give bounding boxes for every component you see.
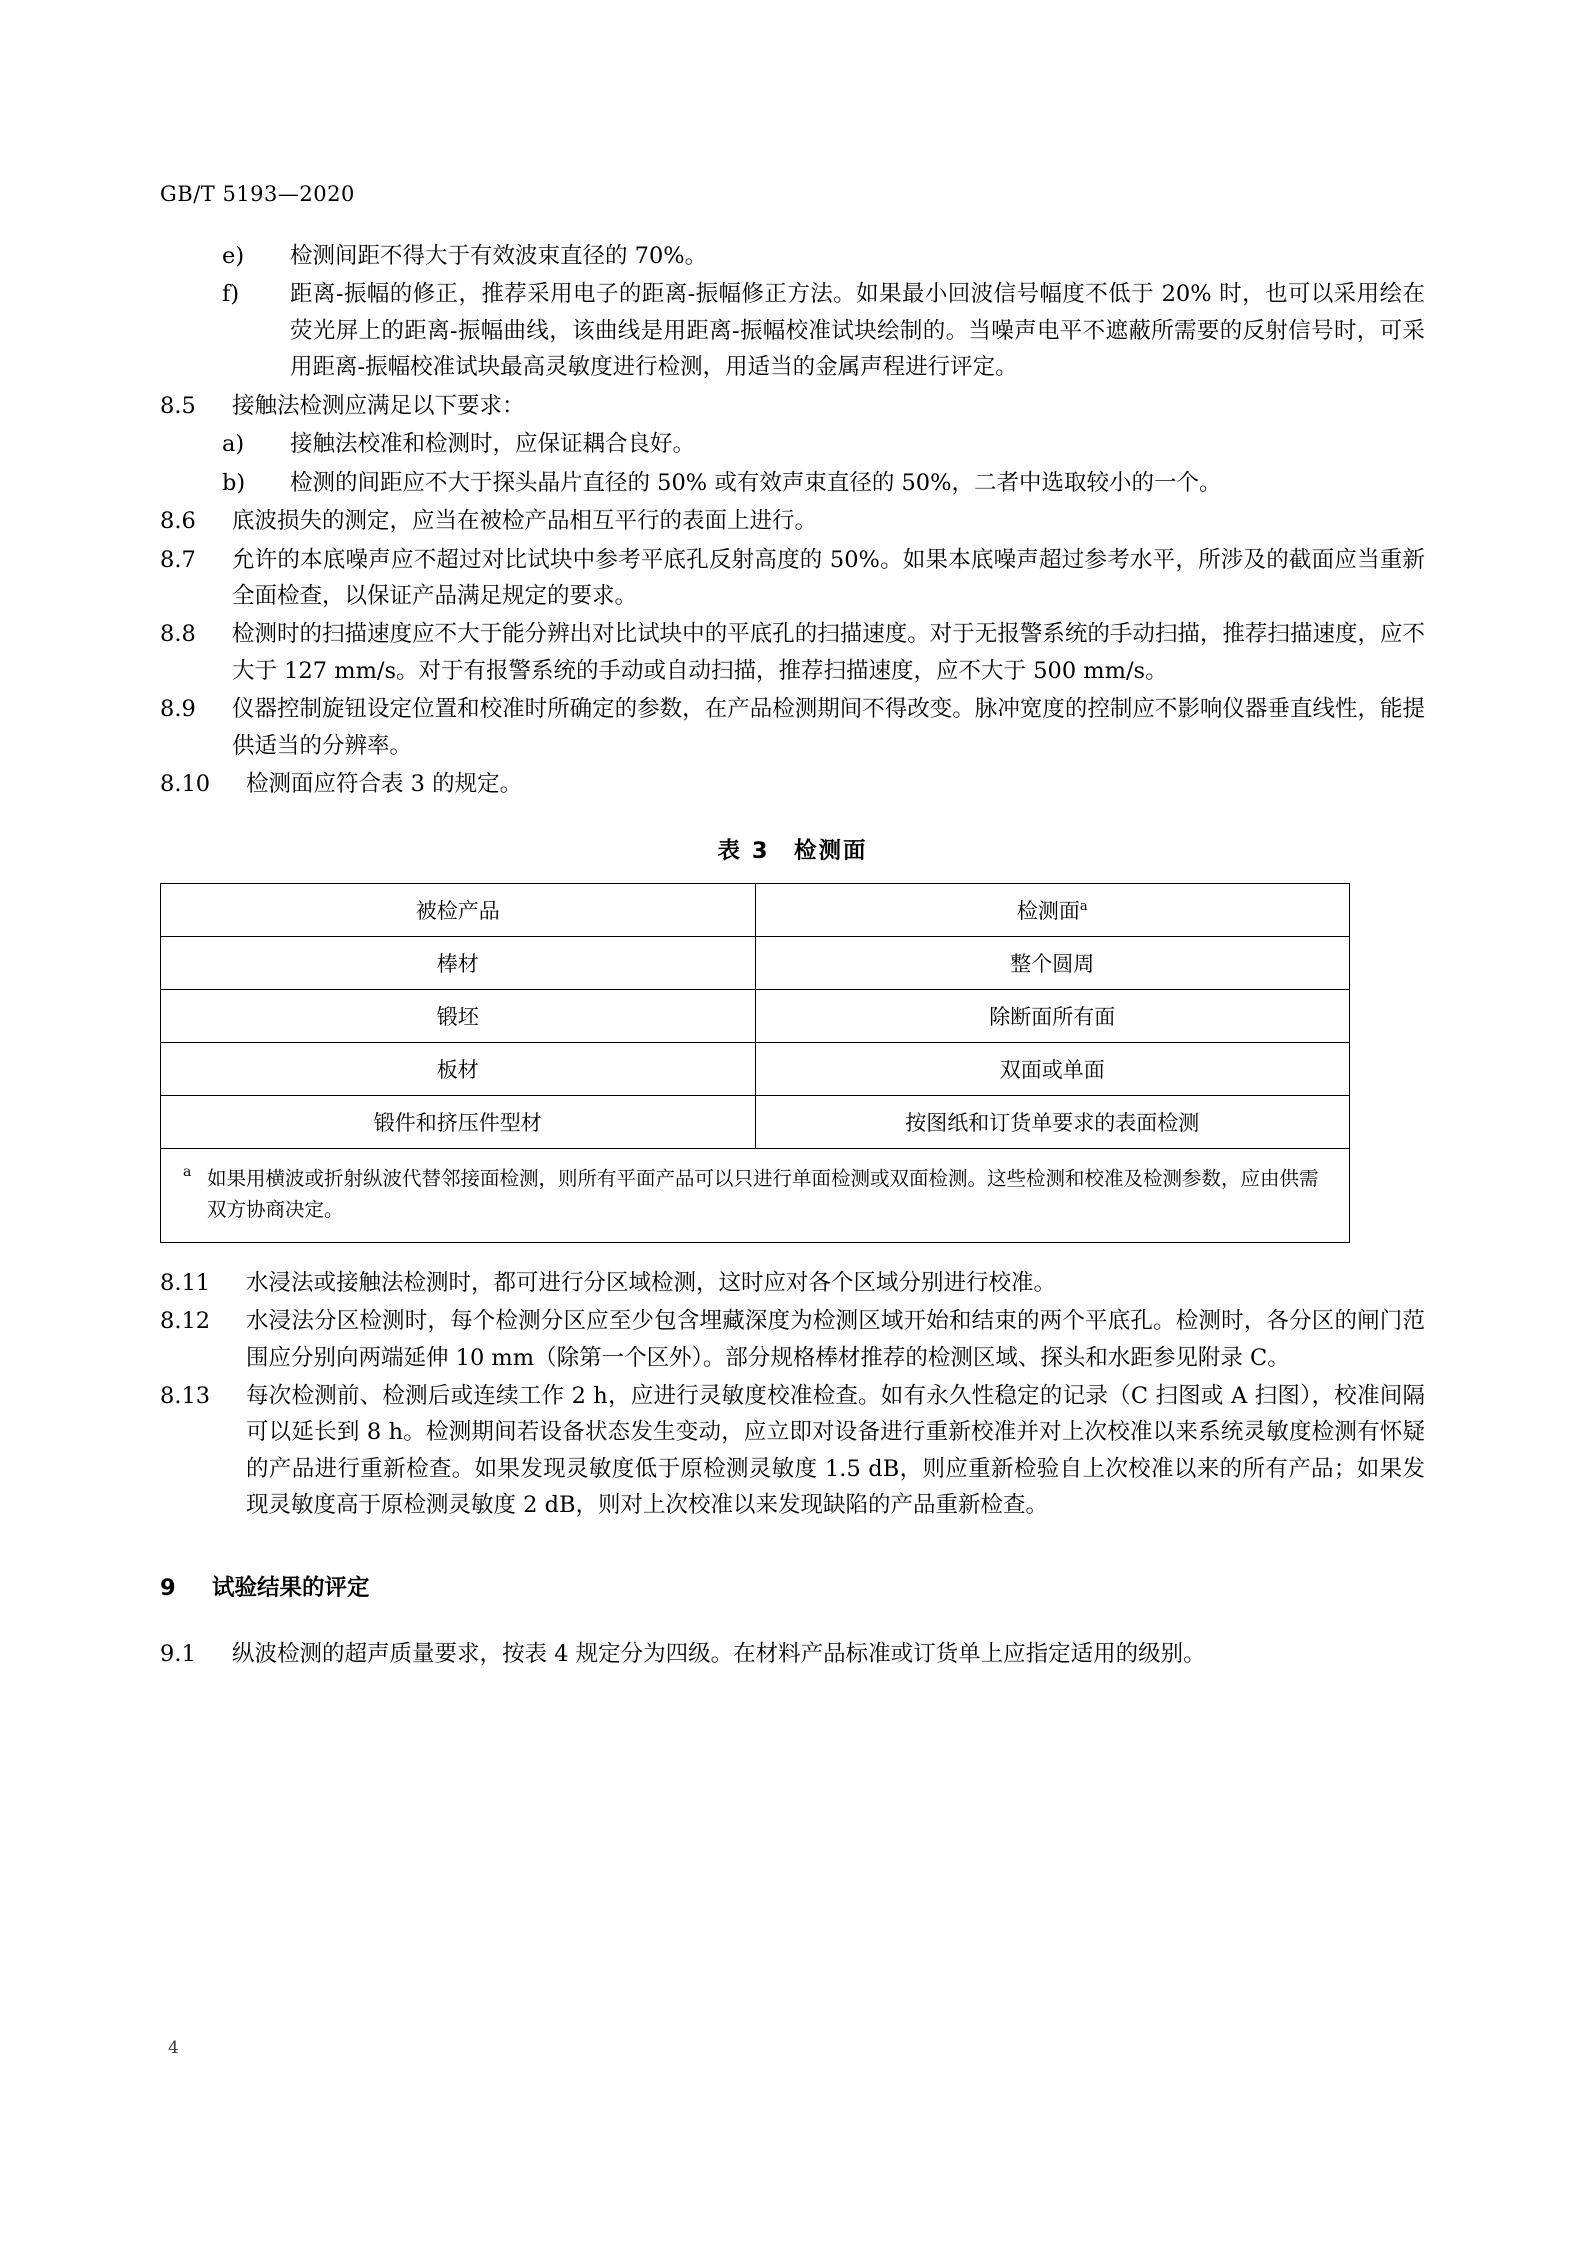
table-cell: 除断面所有面	[755, 989, 1350, 1042]
list-item-number: e)	[222, 243, 245, 269]
table-cell: 锻件和挤压件型材	[161, 1095, 756, 1148]
section-number: 9	[160, 1574, 176, 1601]
clause-number: 8.6	[160, 508, 196, 535]
clause-number: 8.9	[160, 696, 196, 723]
table-3-wrapper	[160, 883, 1425, 1243]
clause-text: 检测时的扫描速度应不大于能分辨出对比试块中的平底孔的扫描速度。对于无报警系统的手动扫描，推荐扫描速度，应不大于 127 mm/s。对于有报警系统的手动或自动扫描，推荐扫描速度，应不大于 500 mm/s。	[232, 621, 1425, 684]
table-row	[161, 989, 1350, 1042]
table-cell: 棒材	[161, 936, 756, 989]
table-header-cell: 被检产品	[161, 883, 756, 936]
table-footnote-text: 如果用横波或折射纵波代替邻接面检测，则所有平面产品可以只进行单面检测或双面检测。这些检测和校准及检测参数，应由供需双方协商决定。	[207, 1166, 1319, 1222]
list-item-text: 检测间距不得大于有效波束直径的 70%。	[290, 243, 708, 269]
list-item-number: f)	[222, 281, 240, 308]
clause-text: 水浸法或接触法检测时，都可进行分区域检测，这时应对各个区域分别进行校准。	[246, 1269, 1057, 1296]
clause-text: 接触法检测应满足以下要求：	[232, 392, 525, 419]
clause-text: 纵波检测的超声质量要求，按表 4 规定分为四级。在材料产品标准或订货单上应指定适用的级别。	[232, 1640, 1206, 1667]
clause-text: 允许的本底噪声应不超过对比试块中参考平底孔反射高度的 50%。如果本底噪声超过参考水平，所涉及的截面应当重新全面检查，以保证产品满足规定的要求。	[232, 546, 1425, 609]
clause-9-1	[160, 1636, 1425, 1672]
clause-8-8	[160, 616, 1425, 689]
table-3	[160, 883, 1350, 1243]
clause-8-13	[160, 1378, 1425, 1524]
table-row	[161, 1095, 1350, 1148]
section-title: 试验结果的评定	[212, 1574, 370, 1601]
table-header-row	[161, 883, 1350, 936]
clause-8-9	[160, 691, 1425, 764]
clause-number: 8.12	[160, 1308, 211, 1335]
table-row	[161, 1042, 1350, 1095]
list-item-text: 距离-振幅的修正，推荐采用电子的距离-振幅修正方法。如果最小回波信号幅度不低于 20% 时，也可以采用绘在荧光屏上的距离-振幅曲线，该曲线是用距离-振幅校准试块绘制的。当噪声电平不遮蔽所需要的反射信号时，可采用距离-振幅校准试块最高灵敏度进行检测，用适当的金属声程进行评定。	[290, 281, 1425, 381]
clause-text: 检测面应符合表 3 的规定。	[246, 771, 523, 798]
list-item	[160, 465, 1425, 501]
footnote-marker: a	[183, 1163, 192, 1180]
clause-number: 8.10	[160, 771, 211, 798]
page-number: 4	[168, 2038, 179, 2058]
clause-text: 每次检测前、检测后或连续工作 2 h，应进行灵敏度校准检查。如有永久性稳定的记录（C 扫图或 A 扫图），校准间隔可以延长到 8 h。检测期间若设备状态发生变动，应立即对设备进行重新校准并对上次校准以来系统灵敏度检测有怀疑的产品进行重新检查。如果发现灵敏度低于原检测灵敏度 1.5 dB，则应重新检验自上次校准以来的所有产品；如果发现灵敏度高于原检测灵敏度 2 dB，则对上次校准以来发现缺陷的产品重新检查。	[246, 1383, 1425, 1519]
clause-8-10	[160, 766, 1425, 802]
clause-8-7	[160, 542, 1425, 615]
table-header-cell-label: 检测面	[1016, 898, 1080, 923]
table-cell: 整个圆周	[755, 936, 1350, 989]
table-header-cell	[755, 883, 1350, 936]
list-item-number: a)	[222, 431, 245, 458]
footnote-marker: a	[1079, 898, 1088, 914]
clause-8-11	[160, 1265, 1425, 1301]
list-item	[160, 426, 1425, 462]
list-item	[160, 276, 1425, 385]
table-footnote-cell	[161, 1148, 1350, 1242]
clause-text: 仪器控制旋钮设定位置和校准时所确定的参数，在产品检测期间不得改变。脉冲宽度的控制应不影响仪器垂直线性，能提供适当的分辨率。	[232, 696, 1425, 759]
clause-8-5	[160, 388, 1425, 424]
clause-text: 水浸法分区检测时，每个检测分区应至少包含埋藏深度为检测区域开始和结束的两个平底孔。检测时，各分区的闸门范围应分别向两端延伸 10 mm（除第一个区外）。部分规格棒材推荐的检测区域、探头和水距参见附录 C。	[246, 1308, 1425, 1371]
table-cell: 板材	[161, 1042, 756, 1095]
list-item	[160, 238, 1425, 274]
table-caption: 表 3 检测面	[717, 837, 868, 864]
list-item-text: 检测的间距应不大于探头晶片直径的 50% 或有效声束直径的 50%，二者中选取较小的一个。	[290, 469, 1222, 496]
table-row	[161, 936, 1350, 989]
table-cell: 按图纸和订货单要求的表面检测	[755, 1095, 1350, 1148]
clause-8-12	[160, 1303, 1425, 1376]
table-cell: 双面或单面	[755, 1042, 1350, 1095]
list-item-text: 接触法校准和检测时，应保证耦合良好。	[290, 431, 696, 458]
clause-8-6	[160, 503, 1425, 539]
section-heading-9	[160, 1570, 1425, 1602]
list-item-number: b)	[222, 469, 246, 496]
clause-number: 8.13	[160, 1383, 211, 1410]
clause-number: 8.8	[160, 621, 196, 648]
page-content	[160, 238, 1425, 1674]
page-header-standard-number: GB/T 5193—2020	[160, 182, 355, 206]
clause-text: 底波损失的测定，应当在被检产品相互平行的表面上进行。	[232, 508, 818, 535]
clause-number: 8.7	[160, 546, 196, 573]
table-cell: 锻坯	[161, 989, 756, 1042]
clause-number: 9.1	[160, 1640, 196, 1667]
table-footnote-row	[161, 1148, 1350, 1242]
clause-number: 8.11	[160, 1269, 211, 1296]
clause-number: 8.5	[160, 392, 196, 419]
